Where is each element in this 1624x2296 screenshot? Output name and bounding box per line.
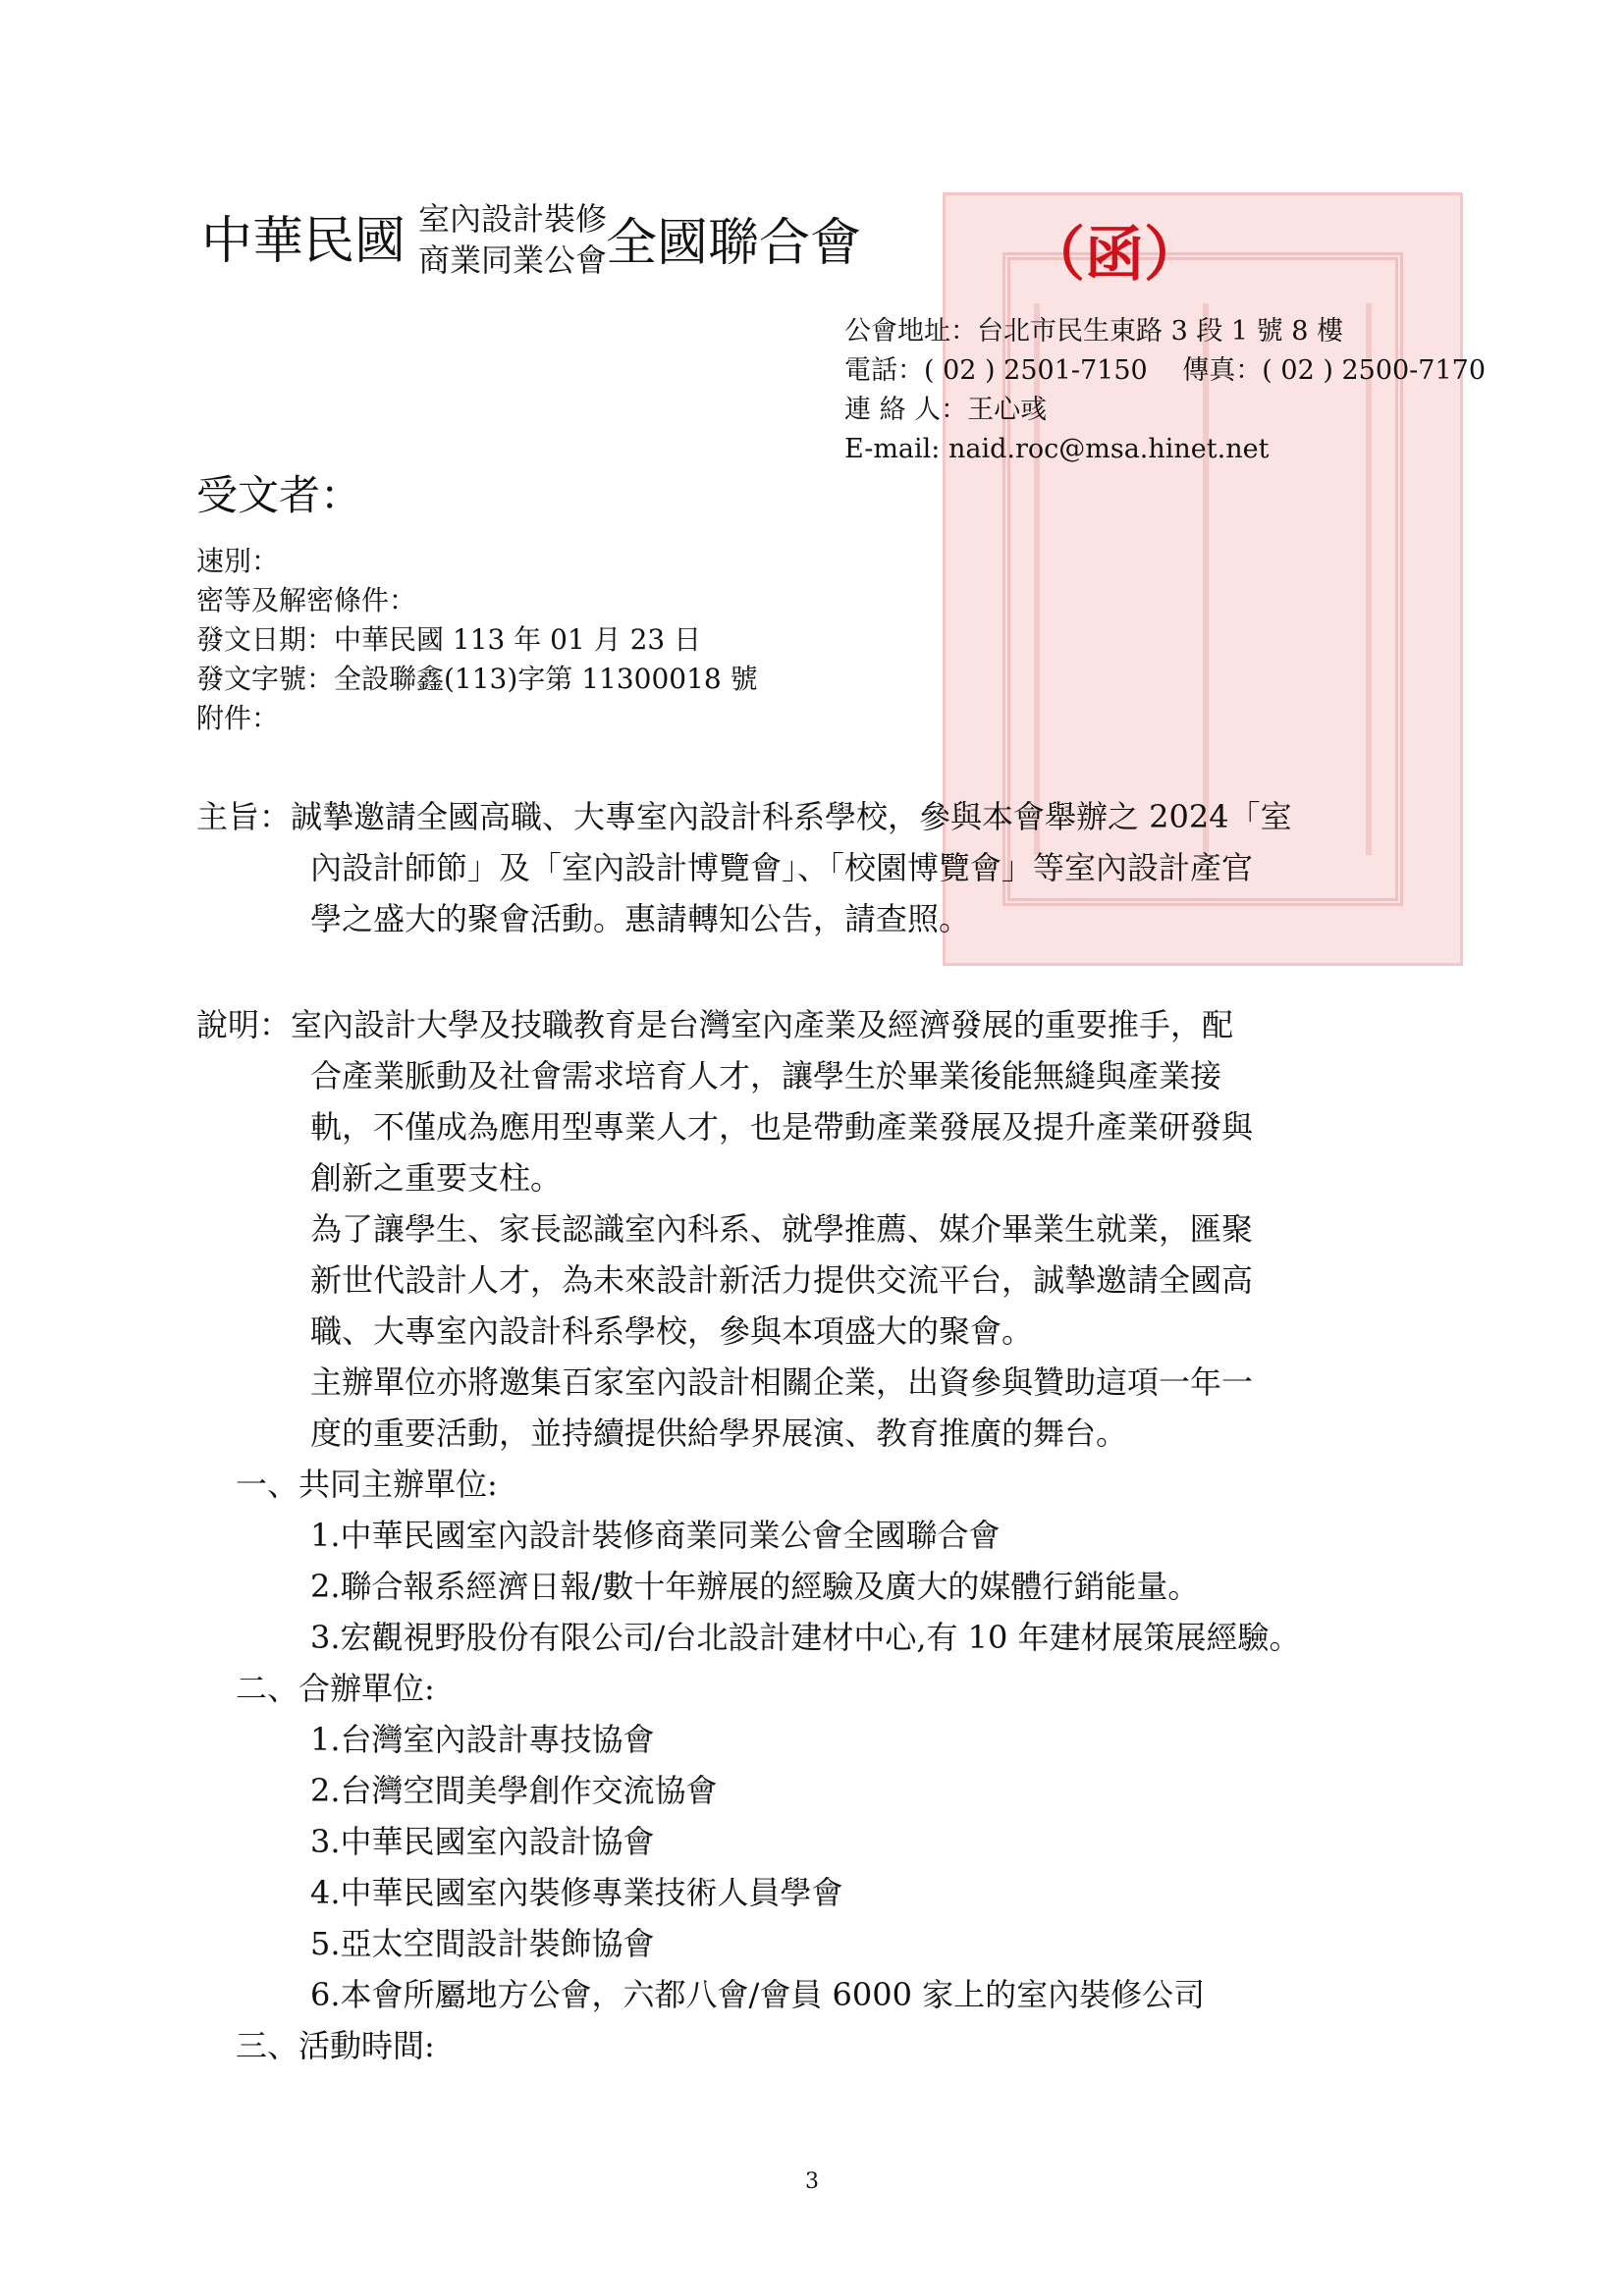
meta-issue-date: 發文日期：中華民國 113 年 01 月 23 日 [196,623,702,656]
meta-speed: 速別： [196,545,280,577]
org-name-left: 中華民國 [201,212,406,271]
list-item: 2.台灣空間美學創作交流協會 [310,1772,718,1809]
section-title-co-organizers: 一、共同主辦單位: [236,1466,498,1503]
list-item: 4.中華民國室內裝修專業技術人員學會 [310,1874,843,1911]
explanation-line: 創新之重要支柱。 [310,1159,563,1197]
explanation-line: 為了讓學生、家長認識室內科系、就學推薦、媒介畢業生就業，匯聚 [310,1210,1254,1248]
org-name-sub-bottom: 商業同業公會 [418,241,608,279]
list-item: 1.台灣室內設計專技協會 [310,1721,655,1758]
contact-person-line: 連 絡 人：王心彧 [844,395,1048,425]
subject-line: 內設計師節」及「室內設計博覽會」、「校園博覽會」等室內設計產官 [310,849,1254,886]
page-number: 3 [805,2169,819,2194]
section-title-event-time: 三、活動時間: [236,2027,435,2064]
explanation-line: 度的重要活動，並持續提供給學界展演、教育推廣的舞台。 [310,1415,1128,1452]
list-item: 2.聯合報系經濟日報/數十年辦展的經驗及廣大的媒體行銷能量。 [310,1568,1200,1605]
list-item: 5.亞太空間設計裝飾協會 [310,1925,655,1962]
email-line: E-mail: naid.roc@msa.hinet.net [844,434,1270,464]
subject-line: 學之盛大的聚會活動。惠請轉知公告，請查照。 [310,900,971,937]
subject-line: 主旨：誠摯邀請全國高職、大專室內設計科系學校，參與本會舉辦之 2024「室 [196,798,1292,835]
explanation-line: 新世代設計人才，為未來設計新活力提供交流平台，誠摯邀請全國高 [310,1261,1254,1299]
phone-fax-line: 電話：( 02 ) 2501-7150 傳真：( 02 ) 2500-7170 [844,355,1487,386]
list-item: 3.宏觀視野股份有限公司/台北設計建材中心,有 10 年建材展策展經驗。 [310,1619,1301,1656]
explanation-line: 合產業脈動及社會需求培育人才，讓學生於畢業後能無縫與產業接 [310,1057,1222,1095]
explanation-line: 主辦單位亦將邀集百家室內設計相關企業，出資參與贊助這項一年一 [310,1363,1254,1401]
explanation-line: 職、大專室內設計科系學校，參與本項盛大的聚會。 [310,1312,1034,1350]
recipient-label: 受文者： [196,471,362,519]
meta-issue-number: 發文字號：全設聯鑫(113)字第 11300018 號 [196,663,758,695]
meta-classification: 密等及解密條件： [196,584,417,616]
org-name-right: 全國聯合會 [606,214,862,273]
address-line: 公會地址：台北市民生東路 3 段 1 號 8 樓 [844,316,1344,347]
org-name-sub-top: 室內設計裝修 [418,200,608,238]
letter-type-label: （函） [1026,221,1203,290]
list-item: 1.中華民國室內設計裝修商業同業公會全國聯合會 [310,1517,1001,1554]
meta-attachment: 附件： [196,702,280,734]
list-item: 3.中華民國室內設計協會 [310,1823,655,1860]
list-item: 6.本會所屬地方公會，六都八會/會員 6000 家上的室內裝修公司 [310,1976,1206,2013]
explanation-line: 軌，不僅成為應用型專業人才，也是帶動產業發展及提升產業研發與 [310,1108,1254,1146]
section-title-joint-organizers: 二、合辦單位: [236,1670,435,1707]
explanation-line: 說明：室內設計大學及技職教育是台灣室內產業及經濟發展的重要推手，配 [196,1006,1234,1043]
